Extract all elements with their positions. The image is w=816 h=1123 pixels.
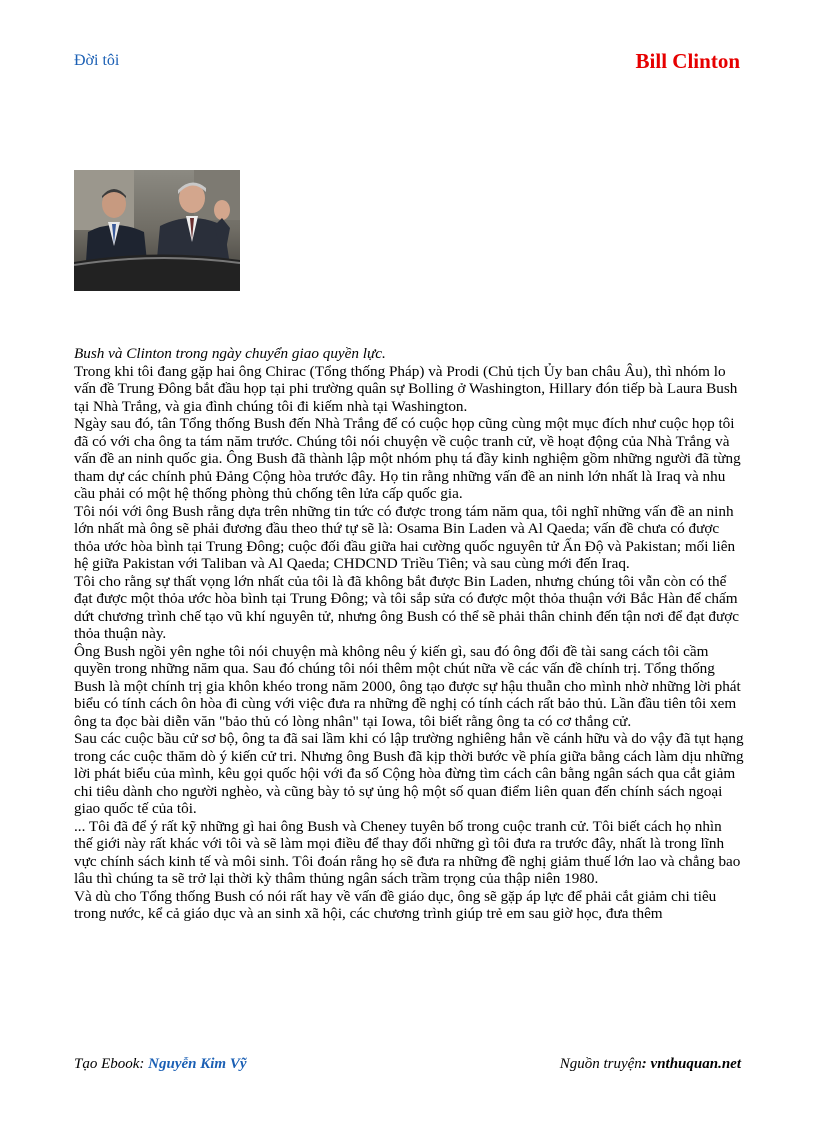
- paragraph: Và dù cho Tổng thống Bush có nói rất hay về vấn đề giáo dục, ông sẽ gặp áp lực để phải cắt giảm chi tiêu trong nước, kể cả giáo dục và an sinh xã hội, các chương trình giúp trẻ em sau giờ học, đưa thêm: [74, 887, 717, 922]
- paragraph: Ngày sau đó, tân Tổng thống Bush đến Nhà Trắng để có cuộc họp cũng cùng một mục đích như cuộc họp tôi đã có với cha ông ta tám năm trước. Chúng tôi nói chuyện về cuộc tranh cử, về hoạt động của Nhà Trắng và vấn đề an ninh quốc gia. Ông Bush đã thành lập một nhóm phụ tá đầy kinh nghiệm gồm những người đã từng tham dự các chính phủ Đảng Cộng hòa trước đây. Họ tin rằng những vấn đề an ninh lớn nhất là Iraq và nhu cầu phải có một hệ thống phòng thủ chống tên lửa cấp quốc gia.: [74, 415, 741, 502]
- footer-source-separator: :: [641, 1056, 651, 1072]
- footer-ebook-author: Nguyễn Kim Vỹ: [148, 1056, 247, 1072]
- paragraph: ... Tôi đã để ý rất kỹ những gì hai ông Bush và Cheney tuyên bố trong cuộc tranh cử. Tôi biết cách họ nhìn thế giới này rất khác với tôi và sẽ làm mọi điều để thay đổi những gì tôi đưa ra trước đây, nhất là trong lĩnh vực chính sách kinh tế và môi sinh. Tôi đoán rằng họ sẽ đưa ra những đề nghị giảm thuế lớn lao và chẳng bao lâu thì chúng ta sẽ trở lại thời kỳ thâm thủng ngân sách trầm trọng của thập niên 1980.: [74, 817, 741, 887]
- photo-bush-clinton: [74, 170, 240, 291]
- footer-ebook-separator: :: [139, 1056, 149, 1072]
- footer-ebook-credit: [74, 1056, 247, 1073]
- footer-source-label: Nguồn truyện: [559, 1056, 642, 1072]
- paragraph: Ông Bush ngồi yên nghe tôi nói chuyện mà không nêu ý kiến gì, sau đó ông đổi đề tài sang cách tôi cầm quyền trong những năm qua. Sau đó chúng tôi nói thêm một chút nữa về các vấn đề chính trị. Tổng thống Bush là một chính trị gia khôn khéo trong năm 2000, ông tạo được sự hậu thuẫn cho mình nhờ những lời phát biểu có tính cách ôn hòa đi cùng với việc đưa ra những đề nghị có tính cách rất bảo thủ. Lần đầu tiên tôi xem ông ta đọc bài diễn văn "bảo thủ có lòng nhân" tại Iowa, tôi biết rằng ông ta có cơ thắng cử.: [74, 642, 741, 730]
- footer-source-site: vnthuquan.net: [650, 1056, 741, 1072]
- header-author: Bill Clinton: [635, 49, 740, 73]
- header-book-title: Đời tôi: [74, 52, 120, 69]
- footer-source-credit: [560, 1056, 741, 1073]
- paragraph: Tôi nói với ông Bush rằng dựa trên những tin tức có được trong tám năm qua, tôi nghĩ những vấn đề an ninh lớn nhất mà ông sẽ phải đương đầu theo thứ tự sẽ là: Osama Bin Laden và Al Qaeda; vấn đề chưa có được thỏa ước hòa bình tại Trung Đông; cuộc đối đầu giữa hai cường quốc nguyên tử Ấn Độ và Pakistan; mối liên hệ giữa Pakistan với Taliban và Al Qaeda; CHDCND Triều Tiên; và sau cùng mới đến Iraq.: [74, 502, 736, 572]
- article-body: [74, 345, 744, 923]
- photo-caption: Bush và Clinton trong ngày chuyển giao quyền lực.: [74, 345, 386, 362]
- paragraph: Tôi cho rằng sự thất vọng lớn nhất của tôi là đã không bắt được Bin Laden, nhưng chúng tôi vẫn còn có thể đạt được một thỏa ước hòa bình tại Trung Đông; và tôi sắp sửa có được một thỏa thuận với Bắc Hàn để chấm dứt chương trình chế tạo vũ khí nguyên tử, nhưng ông Bush có thể sẽ phải thân chinh đến tận nơi để đạt được thỏa thuận này.: [74, 572, 740, 642]
- paragraph: Trong khi tôi đang gặp hai ông Chirac (Tổng thống Pháp) và Prodi (Chủ tịch Ủy ban châu Âu), thì nhóm lo vấn đề Trung Đông bắt đầu họp tại phi trường quân sự Bolling ở Washington, Hillary đón tiếp bà Laura Bush tại Nhà Trắng, và gia đình chúng tôi đi kiếm nhà tại Washington.: [74, 362, 738, 415]
- paragraph: Sau các cuộc bầu cử sơ bộ, ông ta đã sai lầm khi có lập trường nghiêng hẳn về cánh hữu và do vậy đã tụt hạng trong các cuộc thăm dò ý kiến cử tri. Nhưng ông Bush đã kịp thời bước về phía giữa bằng cách làm dịu những lời phát biểu của mình, kêu gọi quốc hội với đa số Cộng hòa đừng tìm cách cân bằng ngân sách qua cắt giảm chi tiêu dành cho người nghèo, và cũng bày tỏ sự ủng hộ một số quan điểm liên quan đến chính sách ngoại giao quốc tế của tôi.: [74, 730, 744, 817]
- footer-ebook-label: Tạo Ebook: [74, 1056, 140, 1072]
